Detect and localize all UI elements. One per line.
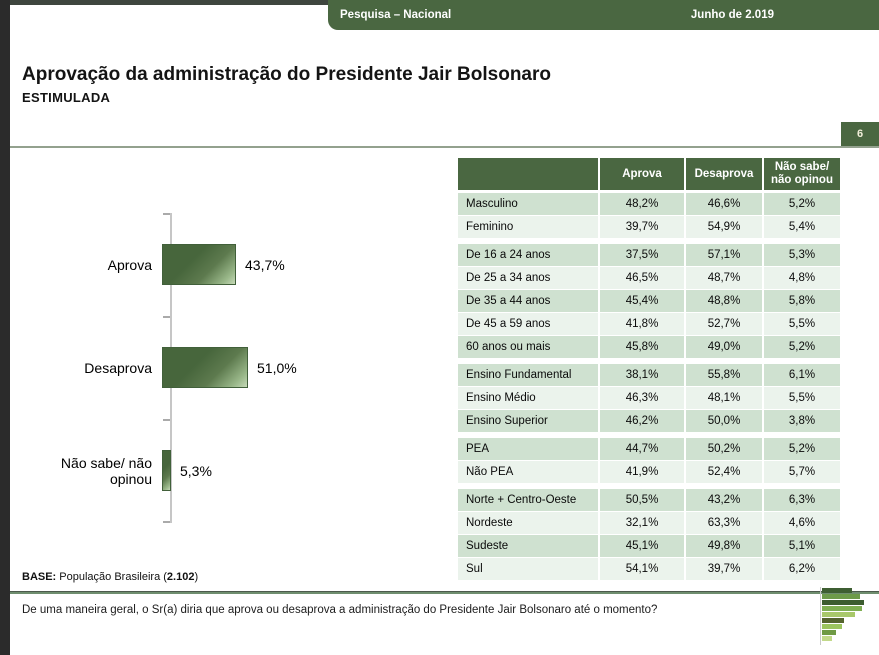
chart-row bbox=[20, 419, 455, 522]
logo-axis-line bbox=[820, 587, 821, 645]
chart-value-label: 51,0% bbox=[257, 359, 297, 376]
chart-category-label: Aprova bbox=[107, 256, 152, 273]
row-value: 6,1% bbox=[764, 364, 840, 386]
row-value: 46,5% bbox=[600, 267, 684, 289]
logo-bar bbox=[822, 630, 836, 635]
row-value: 54,1% bbox=[600, 558, 684, 580]
row-value: 5,1% bbox=[764, 535, 840, 557]
row-value: 48,2% bbox=[600, 193, 684, 215]
table-row bbox=[458, 387, 838, 409]
table-row bbox=[458, 512, 838, 534]
table-row bbox=[458, 364, 838, 386]
row-label: Não PEA bbox=[458, 461, 598, 483]
row-label: De 35 a 44 anos bbox=[458, 290, 598, 312]
chart-bar bbox=[162, 347, 248, 388]
chart-value-label: 5,3% bbox=[180, 462, 212, 479]
page-number-badge: 6 bbox=[841, 122, 879, 146]
table-row bbox=[458, 336, 838, 358]
row-label: Ensino Fundamental bbox=[458, 364, 598, 386]
row-value: 54,9% bbox=[686, 216, 762, 238]
row-value: 41,8% bbox=[600, 313, 684, 335]
table-header-aprova: Aprova bbox=[600, 158, 684, 190]
row-value: 5,3% bbox=[764, 244, 840, 266]
row-value: 43,2% bbox=[686, 489, 762, 511]
table-row bbox=[458, 535, 838, 557]
row-value: 48,8% bbox=[686, 290, 762, 312]
row-value: 39,7% bbox=[686, 558, 762, 580]
table-row bbox=[458, 558, 838, 580]
row-value: 38,1% bbox=[600, 364, 684, 386]
row-value: 4,8% bbox=[764, 267, 840, 289]
table-row bbox=[458, 193, 838, 215]
base-note bbox=[22, 571, 198, 583]
row-value: 48,1% bbox=[686, 387, 762, 409]
logo-bar bbox=[822, 624, 842, 629]
row-value: 5,2% bbox=[764, 438, 840, 460]
row-value: 63,3% bbox=[686, 512, 762, 534]
page-title: Aprovação da administração do Presidente Jair Bolsonaro bbox=[22, 64, 551, 85]
table-group-regiao bbox=[458, 489, 838, 580]
logo-bar bbox=[822, 606, 862, 611]
logo-bar bbox=[822, 600, 864, 605]
table-row bbox=[458, 461, 838, 483]
row-value: 39,7% bbox=[600, 216, 684, 238]
logo-bar bbox=[822, 588, 852, 593]
row-label: 60 anos ou mais bbox=[458, 336, 598, 358]
row-value: 46,6% bbox=[686, 193, 762, 215]
base-note-segment: 2.102 bbox=[166, 571, 195, 583]
page-subtitle: ESTIMULADA bbox=[22, 90, 111, 105]
row-value: 52,7% bbox=[686, 313, 762, 335]
row-value: 44,7% bbox=[600, 438, 684, 460]
table-row bbox=[458, 290, 838, 312]
table-row bbox=[458, 267, 838, 289]
row-label: Masculino bbox=[458, 193, 598, 215]
table-row bbox=[458, 244, 838, 266]
table-row bbox=[458, 489, 838, 511]
row-value: 48,7% bbox=[686, 267, 762, 289]
row-label: Ensino Médio bbox=[458, 387, 598, 409]
row-label: De 16 a 24 anos bbox=[458, 244, 598, 266]
chart-value-label: 43,7% bbox=[245, 256, 285, 273]
table-group-pea bbox=[458, 438, 838, 483]
row-value: 3,8% bbox=[764, 410, 840, 432]
row-value: 45,1% bbox=[600, 535, 684, 557]
row-label: Feminino bbox=[458, 216, 598, 238]
chart-bar bbox=[162, 244, 236, 285]
row-value: 55,8% bbox=[686, 364, 762, 386]
demographics-table bbox=[458, 158, 838, 586]
row-value: 45,8% bbox=[600, 336, 684, 358]
row-label: De 25 a 34 anos bbox=[458, 267, 598, 289]
slide-top-edge bbox=[10, 0, 330, 5]
row-value: 49,8% bbox=[686, 535, 762, 557]
row-value: 37,5% bbox=[600, 244, 684, 266]
report-type-label: Pesquisa – Nacional bbox=[340, 9, 452, 21]
slide-left-edge bbox=[0, 0, 10, 655]
table-group-escolaridade bbox=[458, 364, 838, 432]
row-value: 46,3% bbox=[600, 387, 684, 409]
table-row bbox=[458, 410, 838, 432]
row-value: 45,4% bbox=[600, 290, 684, 312]
row-value: 5,5% bbox=[764, 313, 840, 335]
base-note-segment: ) bbox=[194, 571, 199, 583]
base-note-segment: População Brasileira ( bbox=[56, 571, 167, 583]
row-value: 5,5% bbox=[764, 387, 840, 409]
footer-divider bbox=[10, 591, 879, 594]
chart-category-label: Desaprova bbox=[84, 359, 152, 376]
logo-bar bbox=[822, 618, 844, 623]
chart-row bbox=[20, 316, 455, 419]
title-block bbox=[22, 64, 551, 105]
logo-bar bbox=[822, 636, 832, 641]
logo-bar bbox=[822, 594, 860, 599]
report-date-label: Junho de 2.019 bbox=[690, 9, 774, 21]
table-group-sexo bbox=[458, 193, 838, 238]
green-bars-logo bbox=[820, 587, 870, 647]
row-label: PEA bbox=[458, 438, 598, 460]
table-group-idade bbox=[458, 244, 838, 358]
row-value: 52,4% bbox=[686, 461, 762, 483]
survey-question-text: De uma maneira geral, o Sr(a) diria que aprova ou desaprova a administração do Presidente Jair Bolsonaro até o momento? bbox=[22, 604, 658, 616]
row-value: 50,5% bbox=[600, 489, 684, 511]
chart-bar bbox=[162, 450, 171, 491]
row-value: 5,2% bbox=[764, 336, 840, 358]
approval-bar-chart bbox=[20, 213, 455, 523]
base-note-segment: BASE: bbox=[22, 571, 57, 583]
row-value: 5,2% bbox=[764, 193, 840, 215]
table-header-naosabe: Não sabe/ não opinou bbox=[764, 158, 840, 190]
row-label: De 45 a 59 anos bbox=[458, 313, 598, 335]
row-value: 49,0% bbox=[686, 336, 762, 358]
row-value: 41,9% bbox=[600, 461, 684, 483]
row-label: Norte + Centro-Oeste bbox=[458, 489, 598, 511]
row-value: 50,0% bbox=[686, 410, 762, 432]
table-header-empty bbox=[458, 158, 598, 190]
table-header-row bbox=[458, 158, 838, 190]
row-value: 5,8% bbox=[764, 290, 840, 312]
row-value: 46,2% bbox=[600, 410, 684, 432]
row-value: 32,1% bbox=[600, 512, 684, 534]
row-label: Nordeste bbox=[458, 512, 598, 534]
row-label: Sul bbox=[458, 558, 598, 580]
table-row bbox=[458, 313, 838, 335]
chart-row bbox=[20, 213, 455, 316]
row-value: 5,4% bbox=[764, 216, 840, 238]
row-value: 50,2% bbox=[686, 438, 762, 460]
table-row bbox=[458, 438, 838, 460]
table-header-desaprova: Desaprova bbox=[686, 158, 762, 190]
row-value: 57,1% bbox=[686, 244, 762, 266]
title-divider bbox=[10, 146, 879, 148]
table-row bbox=[458, 216, 838, 238]
header-bar bbox=[328, 0, 879, 30]
row-label: Sudeste bbox=[458, 535, 598, 557]
chart-category-label: Não sabe/ não opinou bbox=[60, 454, 152, 487]
row-value: 6,2% bbox=[764, 558, 840, 580]
row-value: 5,7% bbox=[764, 461, 840, 483]
row-label: Ensino Superior bbox=[458, 410, 598, 432]
row-value: 4,6% bbox=[764, 512, 840, 534]
logo-bar bbox=[822, 612, 855, 617]
row-value: 6,3% bbox=[764, 489, 840, 511]
